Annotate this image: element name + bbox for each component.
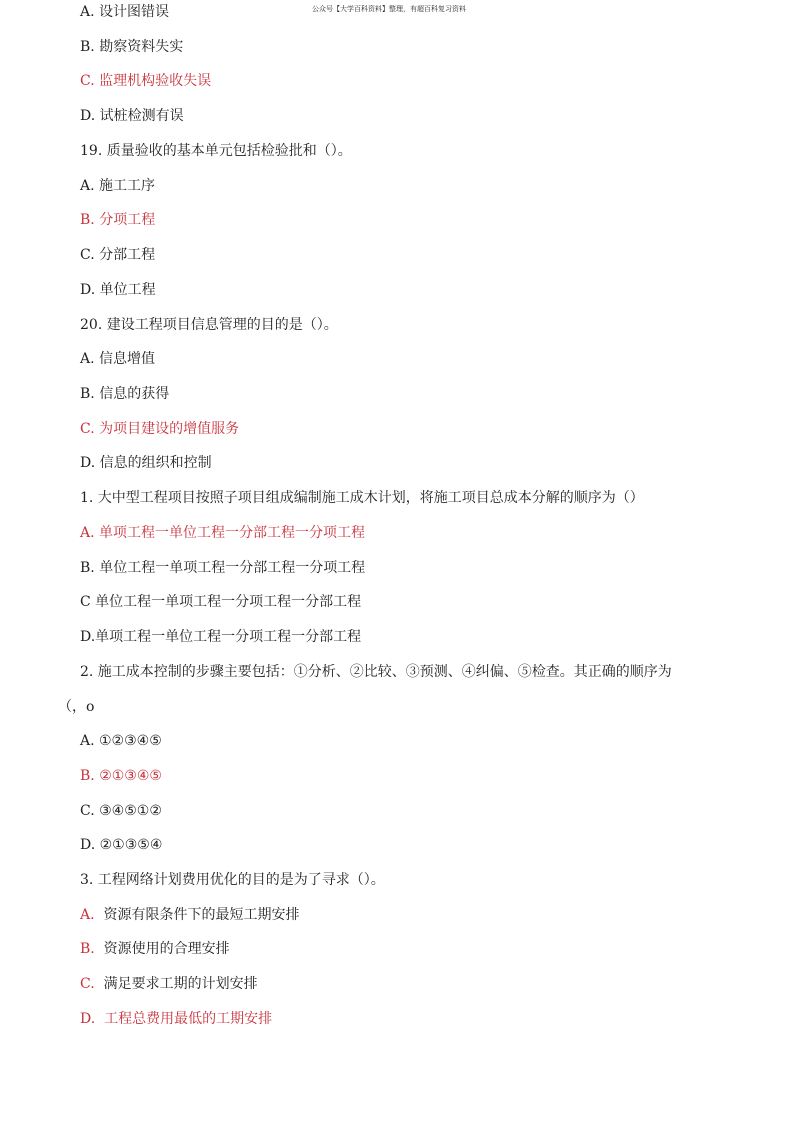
question-line: 2. 施工成本控制的步骤主要包括：①分析、②比较、③预测、④纠偏、⑤检查。其正确的顺序为	[80, 664, 672, 680]
page-header: 公众号【大学百科资料】整理，有超百科复习资料	[312, 5, 466, 13]
answer-line: C. 监理机构验收失误	[80, 73, 212, 89]
answer-line: B. ②①③④⑤	[80, 768, 162, 784]
answer-line: A. 单项工程一单位工程一分部工程一分项工程	[80, 525, 366, 541]
answer-line: C. 为项目建设的增值服务	[80, 421, 240, 437]
option-line: A. 设计图错误	[80, 4, 170, 20]
question-line: 1. 大中型工程项目按照子项目组成编制施工成木计划，将施工项目总成本分解的顺序为（）	[80, 490, 644, 506]
option-line: C. ③④⑤①②	[80, 803, 162, 819]
question-line: 20. 建设工程项目信息管理的目的是（）。	[80, 317, 338, 333]
option-line: B. 资源使用的合理安排	[80, 941, 230, 957]
option-line: C. 分部工程	[80, 247, 156, 263]
option-line: D. 试桩检测有误	[80, 108, 184, 124]
option-label: A.	[80, 907, 95, 923]
option-line: C. 满足要求工期的计划安排	[80, 976, 258, 992]
option-line: D. 信息的组织和控制	[80, 455, 212, 471]
option-line: A. ①②③④⑤	[80, 733, 162, 749]
option-line: B. 勘察资料失实	[80, 39, 184, 55]
option-line: D. ②①③⑤④	[80, 837, 163, 853]
question-line: 3. 工程网络计划费用优化的目的是为了寻求（）。	[80, 872, 385, 888]
option-line: A. 资源有限条件下的最短工期安排	[80, 907, 300, 923]
answer-line: D. 工程总费用最低的工期安排	[80, 1011, 273, 1027]
option-line: B. 信息的获得	[80, 386, 170, 402]
question-line-continued: （，o	[58, 699, 95, 715]
option-line: A. 信息增值	[80, 351, 156, 367]
option-line: B. 单位工程一单项工程一分部工程一分项工程	[80, 560, 366, 576]
option-line: D.单项工程一单位工程一分项工程一分部工程	[80, 629, 362, 645]
option-label: D.	[80, 1011, 96, 1027]
answer-line: B. 分项工程	[80, 212, 156, 228]
option-line: D. 单位工程	[80, 282, 156, 298]
option-label: B.	[80, 941, 95, 957]
option-label: C.	[80, 976, 95, 992]
question-line: 19. 质量验收的基本单元包括检验批和（）。	[80, 143, 352, 159]
option-line: A. 施工工序	[80, 178, 156, 194]
option-line: C 单位工程一单项工程一分项工程一分部工程	[80, 594, 362, 610]
